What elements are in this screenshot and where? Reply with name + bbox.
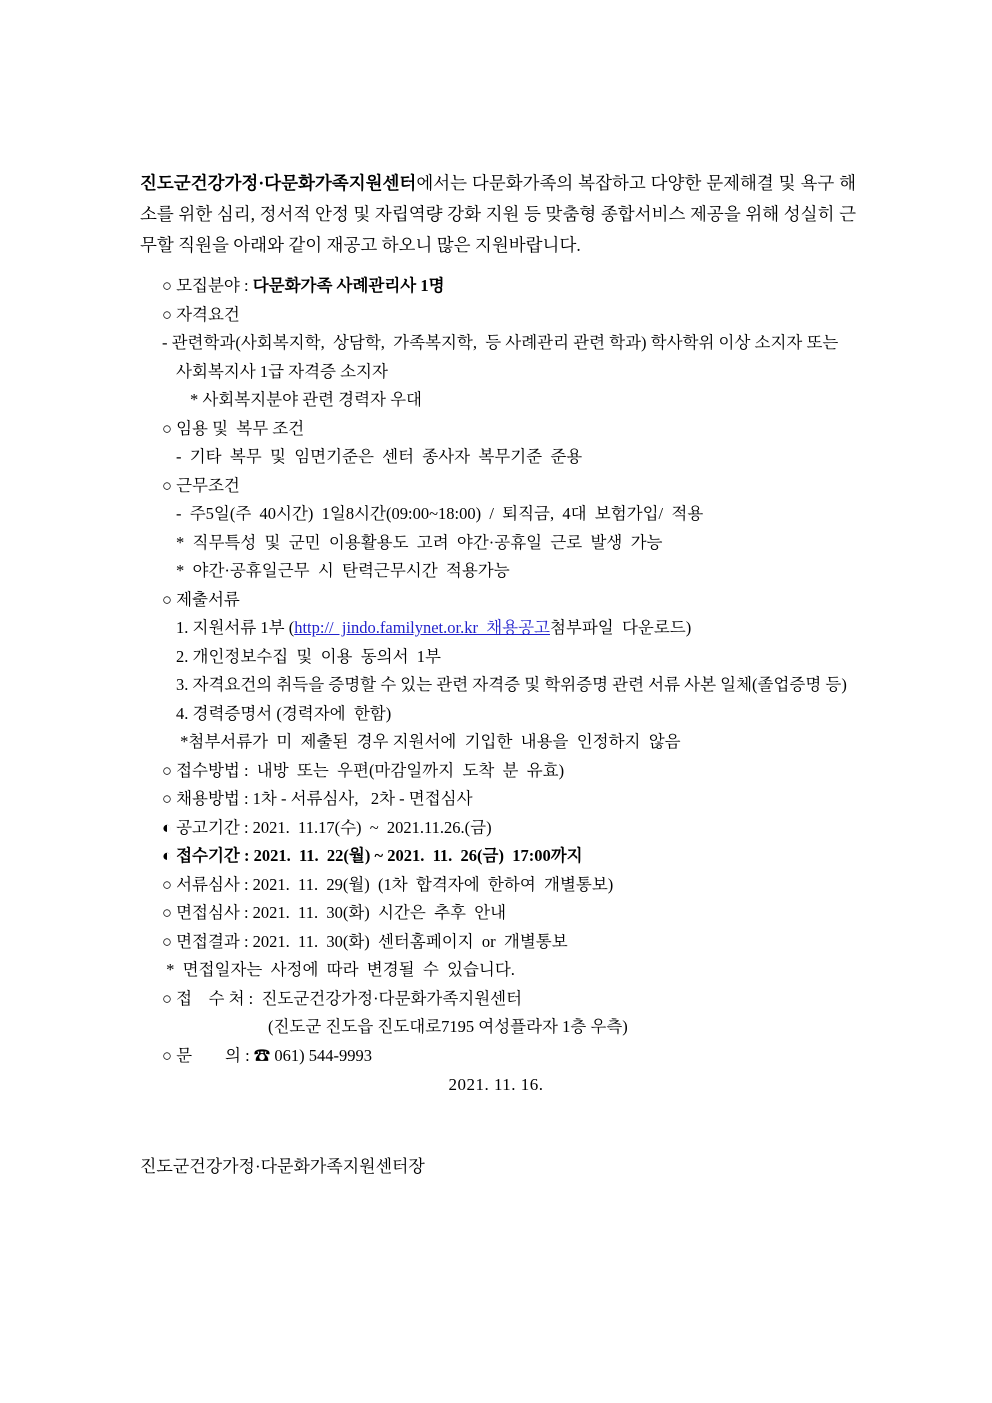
announcement-line (148, 757, 888, 786)
line-text: * 야간·공휴일근무 시 탄력근무시간 적용가능 (176, 561, 510, 580)
announcement-line (148, 500, 888, 529)
application-form-link[interactable]: http:// jindo.familynet.or.kr 채용공고 (294, 618, 550, 637)
line-text: ○ 자격요건 (162, 304, 240, 324)
signature-line: 진도군건강가정·다문화가족지원센터장 (140, 1157, 425, 1176)
announcement-line (148, 842, 888, 871)
announcement-line (148, 871, 888, 900)
line-text: ◐ 접수기간 : 2021. 11. 22(월) ~ 2021. 11. 26(금) 17:00까지 (162, 846, 583, 865)
line-text: ◐ 공고기간 : 2021. 11.17(수) ~ 2021.11.26.(금) (162, 817, 492, 837)
announcement-line (148, 272, 888, 301)
announcement-line (148, 386, 888, 415)
announcement-line (148, 785, 888, 814)
announcement-body (148, 272, 888, 1070)
line-text: - 관련학과(사회복지학, 상담학, 가족복지학, 등 사례관리 관련 학과) 학사학위 이상 소지자 또는 (162, 333, 839, 352)
line-text: * 사회복지분야 관련 경력자 우대 (190, 390, 422, 409)
announcement-line (148, 814, 888, 843)
announcement-line (148, 415, 888, 444)
announcement-line (148, 614, 888, 643)
line-tail: 첨부파일 다운로드) (549, 618, 692, 637)
line-text: ○ 접 수 처 : 진도군건강가정·다문화가족지원센터 (162, 988, 523, 1008)
line-text: * 면접일자는 사정에 따라 변경될 수 있습니다. (162, 960, 515, 979)
intro-text: 에서는 다문화가족의 복잡하고 다양한 문제해결 및 욕구 해소를 위한 심리, 정서적 안정 및 자립역량 강화 지원 등 맞춤형 종합서비스 제공을 위해 성실히 근무할 직원을 아래와 같이 재공고 하오니 많은 지원바랍니다. (140, 172, 856, 255)
line-text: ○ 근무조건 (162, 475, 240, 495)
announcement-line (148, 700, 888, 729)
announcement-line (148, 671, 888, 700)
announcement-line (148, 1013, 888, 1042)
announcement-line (148, 557, 888, 586)
line-text: - 주5일(주 40시간) 1일8시간(09:00~18:00) / 퇴직금, 4대 보험가입/ 적용 (176, 504, 704, 523)
line-text: ○ 서류심사 : 2021. 11. 29(월) (1차 합격자에 한하여 개별통보) (162, 874, 614, 894)
line-emphasis: 다문화가족 사례관리사 1명 (252, 276, 445, 295)
line-text: 3. 자격요건의 취득을 증명할 수 있는 관련 자격증 및 학위증명 관련 서류 사본 일체(졸업증명 등) (176, 675, 847, 694)
line-text: 4. 경력증명서 (경력자에 한함) (176, 703, 392, 723)
line-text: ○ 채용방법 : 1차 - 서류심사, 2차 - 면접심사 (162, 789, 473, 808)
line-text: - 기타 복무 및 임면기준은 센터 종사자 복무기준 준용 (176, 447, 583, 466)
line-text: 사회복지사 1급 자격증 소지자 (176, 361, 388, 381)
announcement-line (148, 928, 888, 957)
announcement-line (148, 956, 888, 985)
line-text: ○ 면접결과 : 2021. 11. 30(화) 센터홈페이지 or 개별통보 (162, 931, 568, 951)
intro-paragraph (140, 168, 856, 261)
announcement-line (148, 728, 888, 757)
line-text: * 직무특성 및 군민 이용활용도 고려 야간·공휴일 근로 발생 가능 (176, 532, 663, 552)
line-text: 1. 지원서류 1부 ( (176, 618, 295, 637)
announcement-line (148, 586, 888, 615)
announcement-line (148, 472, 888, 501)
line-text: 2. 개인정보수집 및 이용 동의서 1부 (176, 646, 441, 666)
announcement-line (148, 529, 888, 558)
line-text: ○ 제출서류 (162, 589, 240, 609)
announcement-line (148, 1042, 888, 1071)
announcement-line (148, 443, 888, 472)
line-text: ○ 접수방법 : 내방 또는 우편(마감일까지 도착 분 유효) (162, 760, 565, 780)
announcement-line (148, 899, 888, 928)
line-text: ○ 면접심사 : 2021. 11. 30(화) 시간은 추후 안내 (162, 903, 507, 922)
line-text: ○ 임용 및 복무 조건 (162, 418, 305, 438)
organization-name: 진도군건강가정·다문화가족지원센터 (140, 172, 417, 193)
announcement-line (148, 301, 888, 330)
announcement-line (148, 643, 888, 672)
issue-date: 2021. 11. 16. (448, 1075, 544, 1094)
line-text: ○ 문 의 : ☎ 061) 544-9993 (162, 1045, 373, 1065)
line-text: ○ 모집분야 : (162, 276, 253, 295)
line-text: *첨부서류가 미 제출된 경우 지원서에 기입한 내용을 인정하지 않음 (176, 732, 681, 751)
announcement-line (148, 985, 888, 1014)
announcement-line (148, 358, 888, 387)
announcement-line (148, 329, 888, 358)
line-text: (진도군 진도읍 진도대로7195 여성플라자 1층 우측) (268, 1017, 628, 1036)
